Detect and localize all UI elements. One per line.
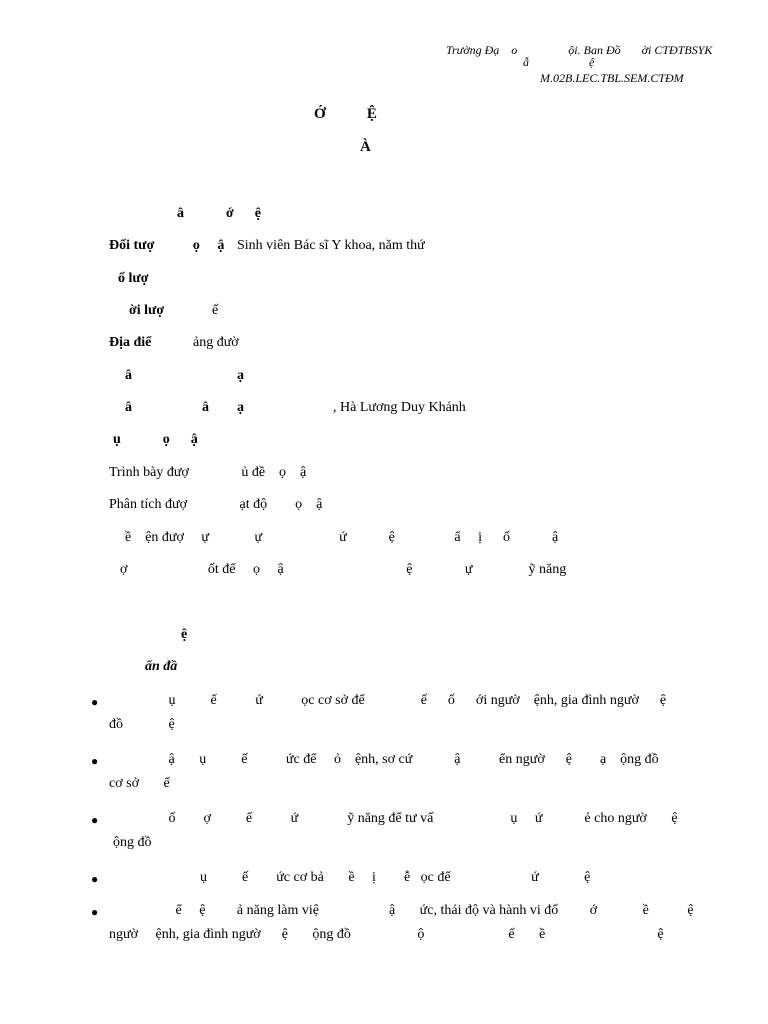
bullet-item-3-line-2: ộng đồ (113, 835, 152, 850)
header-document-code: M.02B.LEC.TBL.SEM.CTĐM (540, 71, 684, 85)
bullet-item-2-line-2: cơ sở ế (109, 776, 170, 791)
bullet-dot: ● (91, 872, 99, 886)
bullet-item-3-line-1: ố ợ ế ứ ỹ năng để tư vấ ụ ứ ẻ cho ngườ ệ (109, 811, 678, 826)
location-value: ảng đườ (193, 335, 239, 350)
bullet-item-4-line-1: ụ ế ức cơ bả ề ị ễ ọc để ứ ệ (109, 870, 591, 885)
bullet-item-2-line-1: ậ ụ ế ức để ỏ ệnh, sơ cứ ậ ển ngườ ệ ạ ộng đồ (109, 752, 659, 767)
audience-value: Sinh viên Bác sĩ Y khoa, năm thứ (237, 238, 425, 253)
info-heading: â ớ ệ (177, 206, 261, 221)
bullet-item-1-line-2: đồ ệ (109, 717, 175, 732)
bullet-item-1-line-1: ụ ế ứ ọc cơ sở để ế ố ới ngườ ệnh, gia đình ngườ ệ (109, 693, 667, 708)
document-title-line-2: À (360, 139, 371, 155)
bullet-item-5-line-2: ngườ ệnh, gia đình ngườ ệ ộng đồ ộ ế ề ệ (109, 927, 664, 942)
objective-item-2: Phân tích đượ ạt độ ọ ậ (109, 497, 323, 512)
location-label: Địa điể (109, 335, 152, 350)
document-title-line-1: Ớ Ệ (314, 106, 377, 122)
bullet-dot: ● (91, 905, 99, 919)
audience-label: Đối tượ ọ ậ (109, 238, 225, 253)
objective-item-4: ợ ốt để ọ ậ ệ ự ỹ năng (120, 562, 567, 577)
objectives-heading: ụ ọ ậ (113, 432, 198, 447)
section-2-subheading: ẩn đầ (145, 659, 178, 674)
objective-item-1: Trình bày đượ ủ đề ọ ậ (109, 465, 307, 480)
objective-item-3: ề ện đượ ự ự ứ ệ ẩ ị ố ậ (125, 530, 559, 545)
teacher-1-label: â ạ (125, 368, 244, 383)
bullet-dot: ● (91, 813, 99, 827)
count-label: ố lượ (118, 271, 149, 286)
header-line-2: ẫ ệ (523, 55, 595, 69)
bullet-dot: ● (91, 754, 99, 768)
bullet-dot: ● (91, 695, 99, 709)
teacher-2-label: â â ạ (125, 400, 244, 415)
duration-label: ời lượ (129, 303, 165, 318)
header-line-1: Trường Đạ o ội. Ban Đồ ời CTĐTBSYK (446, 43, 713, 57)
teacher-2-value: , Hà Lương Duy Khánh (333, 400, 466, 415)
section-2-heading: ệ (181, 627, 188, 642)
bullet-item-5-line-1: ể ệ ả năng làm việ ậ ức, thái độ và hành vi đố ớ ề ệ (109, 903, 694, 918)
duration-value: ế (212, 303, 219, 318)
